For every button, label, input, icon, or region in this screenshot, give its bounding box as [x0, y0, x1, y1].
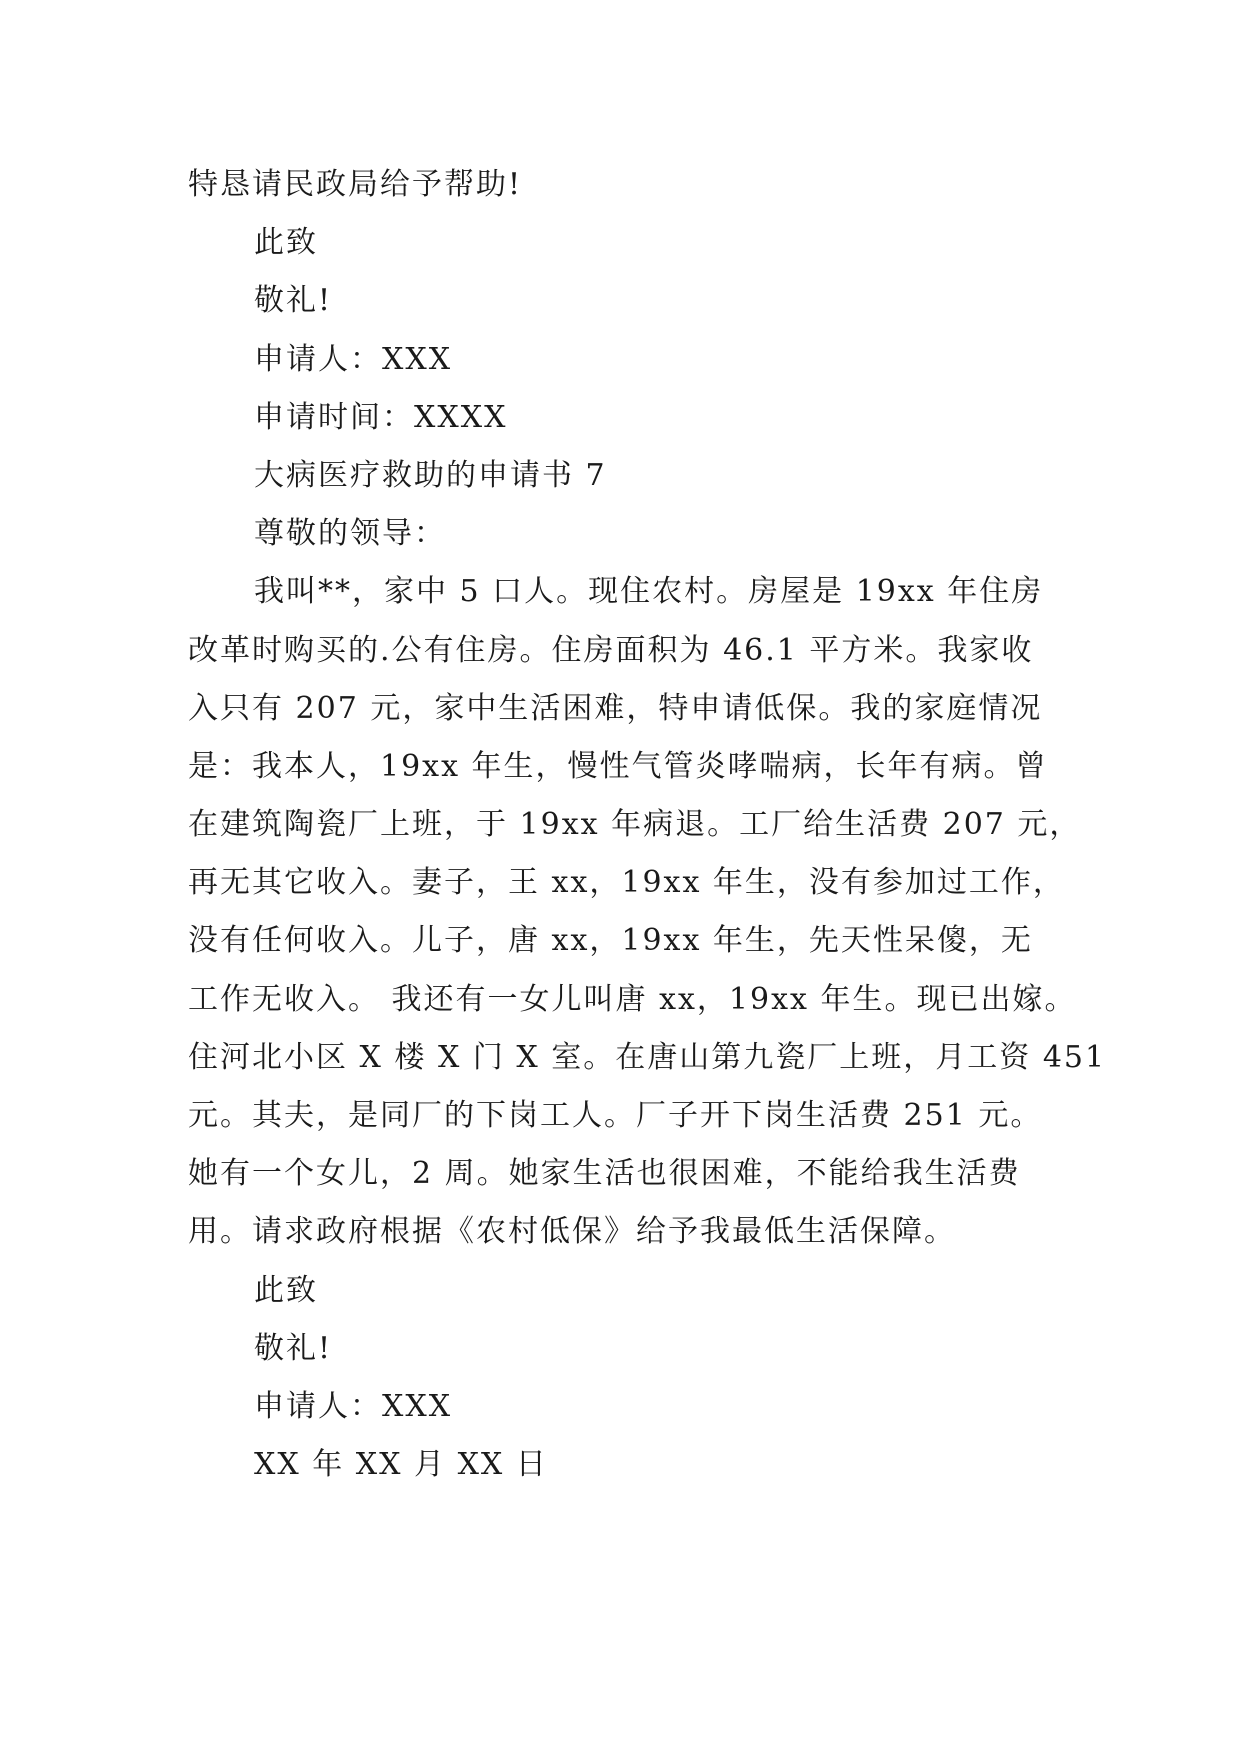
body-paragraph-line: 用。请求政府根据《农村低保》给予我最低生活保障。	[188, 1214, 956, 1250]
salutation-jingli-2: 敬礼!	[254, 1330, 333, 1366]
greeting-line: 尊敬的领导：	[254, 516, 446, 552]
body-paragraph-line: 元。其夫，是同厂的下岗工人。厂子开下岗生活费 251 元。	[188, 1098, 1043, 1133]
salutation-cizhi: 此致	[254, 225, 318, 261]
section-title: 大病医疗救助的申请书 7	[254, 457, 607, 493]
document-body	[188, 156, 1107, 1494]
date-line: XX 年 XX 月 XX 日	[254, 1447, 548, 1483]
body-paragraph-line: 住河北小区 X 楼 X 门 X 室。在唐山第九瓷厂上班，月工资 451	[188, 1039, 1107, 1075]
body-paragraph-line: 我叫**，家中 5 口人。现住农村。房屋是 19xx 年住房	[254, 574, 1044, 610]
body-paragraph-line: 没有任何收入。儿子，唐 xx，19xx 年生，先天性呆傻，无	[188, 923, 1033, 959]
salutation-cizhi-2: 此致	[254, 1272, 318, 1308]
applicant-line: 申请人：XXX	[254, 341, 453, 377]
body-paragraph-line: 改革时购买的.公有住房。住房面积为 46.1 平方米。我家收	[188, 632, 1034, 668]
salutation-jingli: 敬礼!	[254, 283, 333, 319]
body-paragraph-line: 工作无收入。 我还有一女儿叫唐 xx，19xx 年生。现已出嫁。	[188, 981, 1077, 1017]
body-paragraph-line: 再无其它收入。妻子，王 xx，19xx 年生，没有参加过工作，	[188, 865, 1065, 901]
body-paragraph-line: 在建筑陶瓷厂上班，于 19xx 年病退。工厂给生活费 207 元，	[188, 807, 1082, 843]
applicant-line-2: 申请人：XXX	[254, 1388, 453, 1424]
body-paragraph-line: 入只有 207 元，家中生活困难，特申请低保。我的家庭情况	[188, 690, 1043, 726]
closing-request-line: 特恳请民政局给予帮助!	[188, 167, 523, 202]
application-date-line: 申请时间：XXXX	[254, 399, 508, 435]
body-paragraph-line: 她有一个女儿，2 周。她家生活也很困难，不能给我生活费	[188, 1156, 1021, 1192]
body-paragraph-line: 是：我本人，19xx 年生，慢性气管炎哮喘病，长年有病。曾	[188, 748, 1048, 784]
